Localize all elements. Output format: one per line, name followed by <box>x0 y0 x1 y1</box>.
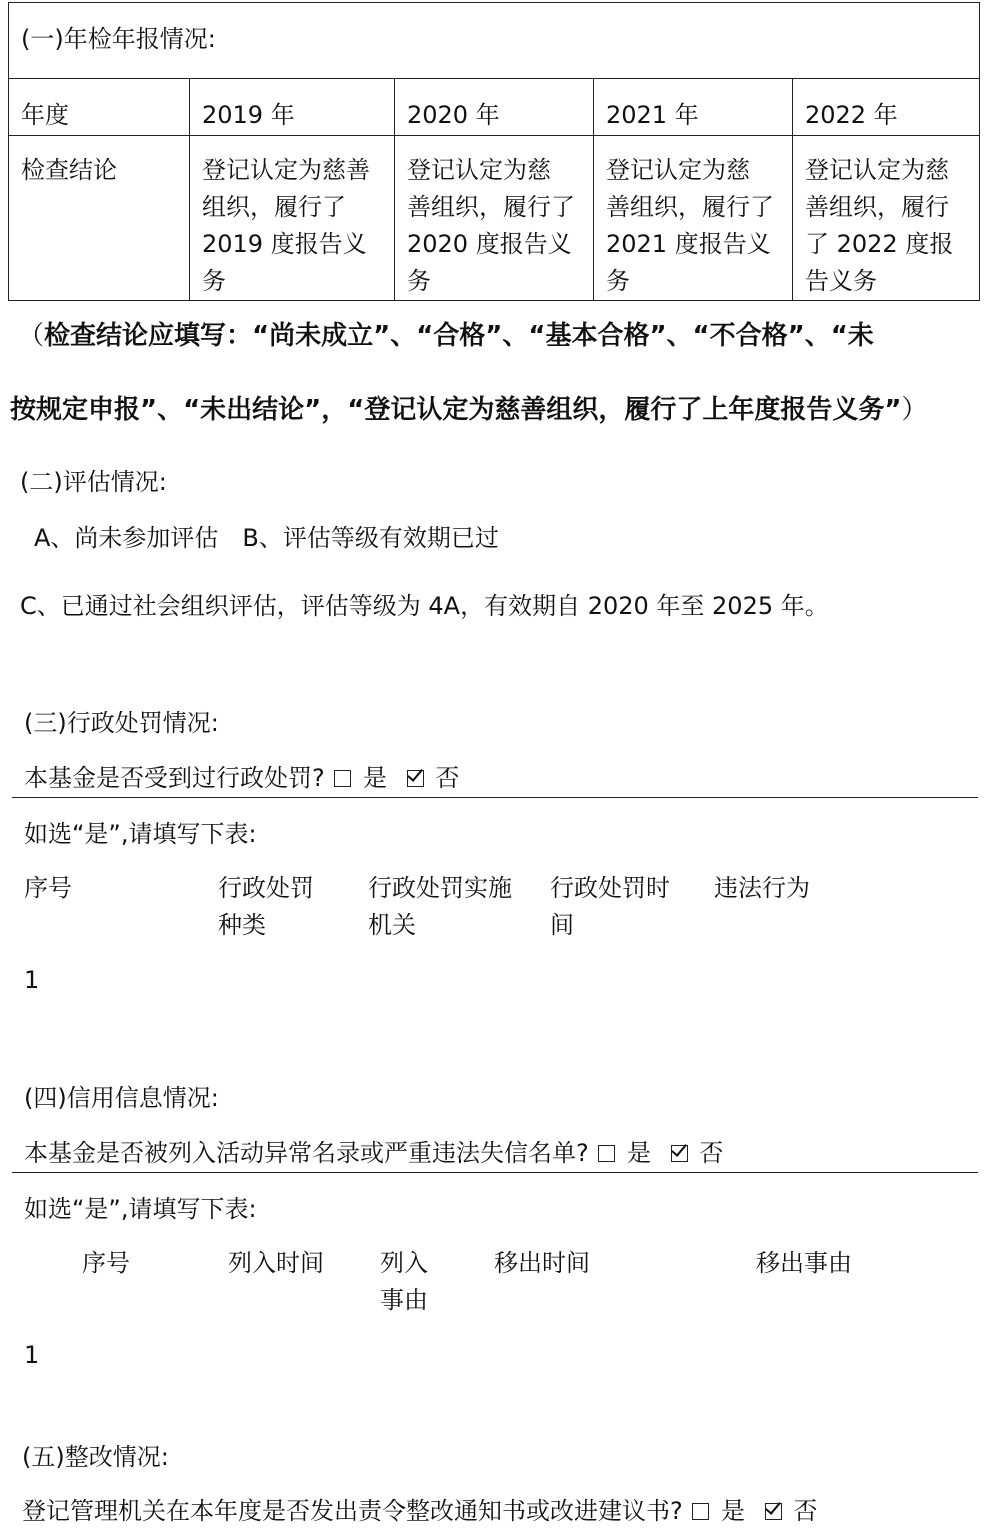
credit-col-listed-time <box>228 1245 324 1282</box>
penalty-yes-label: 是 <box>363 764 388 792</box>
col-header-text: 机关 <box>368 911 416 939</box>
credit-question-line <box>24 1135 723 1172</box>
section-3-title: (三)行政处罚情况: <box>24 709 219 737</box>
col-header-text: 种类 <box>218 911 266 939</box>
result-line: 善组织，履行了 <box>407 193 575 221</box>
divider <box>12 1172 978 1173</box>
credit-col-index <box>82 1245 130 1282</box>
penalty-question: 本基金是否受到过行政处罚? <box>24 764 325 792</box>
col-header-text: 行政处罚时 <box>550 874 670 902</box>
evaluation-options-ab: A、尚未参加评估 B、评估等级有效期已过 <box>34 524 499 552</box>
result-line: 登记认定为慈 <box>805 156 949 184</box>
penalty-question-line <box>24 760 459 797</box>
result-cell <box>594 136 793 301</box>
col-header-text: 移出事由 <box>756 1249 852 1277</box>
col-header-text: 序号 <box>82 1249 130 1277</box>
credit-col-listed-reason <box>380 1245 428 1319</box>
result-line: 2021 度报告义 <box>606 230 771 258</box>
rectification-no-checkbox[interactable] <box>765 1503 782 1520</box>
col-header-text: 间 <box>550 911 574 939</box>
credit-row-index: 1 <box>24 1341 40 1369</box>
result-line: 务 <box>606 267 630 295</box>
result-cell <box>395 136 594 301</box>
year-cell: 2019 年 <box>190 79 395 136</box>
note-open-paren: （ <box>18 321 45 351</box>
rectification-no-label: 否 <box>793 1497 818 1525</box>
col-header-text: 事由 <box>380 1286 428 1314</box>
year-cell: 2022 年 <box>793 79 980 136</box>
evaluation-option-c: C、已通过社会组织评估，评估等级为 4A，有效期自 2020 年至 2025 年。 <box>20 592 829 620</box>
year-row-label: 年度 <box>9 79 190 136</box>
result-cell <box>190 136 395 301</box>
result-line: 务 <box>202 267 226 295</box>
col-header-text: 行政处罚实施 <box>368 874 512 902</box>
rectification-yes-checkbox[interactable] <box>692 1503 709 1520</box>
penalty-fill-hint: 如选“是”,请填写下表: <box>24 820 257 848</box>
credit-yes-label: 是 <box>627 1139 652 1167</box>
col-header-text: 列入 <box>380 1249 428 1277</box>
fill-instruction-line-2 <box>10 392 927 429</box>
penalty-col-authority <box>368 870 512 944</box>
col-header-text: 列入时间 <box>228 1249 324 1277</box>
year-cell: 2020 年 <box>395 79 594 136</box>
credit-question: 本基金是否被列入活动异常名录或严重违法失信名单? <box>24 1139 589 1167</box>
result-line: 登记认定为慈 <box>606 156 750 184</box>
annual-inspection-table <box>8 2 980 301</box>
divider <box>12 797 978 798</box>
credit-yes-checkbox[interactable] <box>598 1145 615 1162</box>
result-line: 2020 度报告义 <box>407 230 572 258</box>
section-4-title: (四)信用信息情况: <box>24 1084 219 1112</box>
result-line: 务 <box>407 267 431 295</box>
result-line: 善组织，履行了 <box>606 193 774 221</box>
col-header-text: 移出时间 <box>494 1249 590 1277</box>
result-line: 了 2022 度报 <box>805 230 954 258</box>
penalty-no-label: 否 <box>435 764 460 792</box>
note-text-1: 检查结论应填写：“尚未成立”、“合格”、“基本合格”、“不合格”、“未 <box>44 321 874 351</box>
credit-fill-hint: 如选“是”,请填写下表: <box>24 1195 257 1223</box>
rectification-question-line <box>22 1493 817 1530</box>
section-5-title: (五)整改情况: <box>22 1443 169 1471</box>
rectification-question: 登记管理机关在本年度是否发出责令整改通知书或改进建议书? <box>22 1497 683 1525</box>
penalty-col-index <box>24 870 72 907</box>
col-header-text: 行政处罚 <box>218 874 314 902</box>
section-1-title: (一)年检年报情况: <box>9 3 980 79</box>
result-line: 登记认定为慈 <box>407 156 551 184</box>
section-2-title: (二)评估情况: <box>20 468 167 496</box>
col-header-text: 违法行为 <box>714 874 810 902</box>
fill-instruction-line-1 <box>18 318 874 355</box>
result-line: 登记认定为慈善 <box>202 156 370 184</box>
result-line: 组织，履行了 <box>202 193 346 221</box>
note-close-paren: ） <box>901 395 928 425</box>
rectification-yes-label: 是 <box>721 1497 746 1525</box>
penalty-no-checkbox[interactable] <box>407 770 424 787</box>
penalty-col-type <box>218 870 314 944</box>
credit-no-checkbox[interactable] <box>671 1145 688 1162</box>
penalty-col-violation <box>714 870 810 907</box>
result-line: 告义务 <box>805 267 877 295</box>
penalty-col-time <box>550 870 670 944</box>
result-line: 2019 度报告义 <box>202 230 367 258</box>
credit-no-label: 否 <box>699 1139 724 1167</box>
col-header-text: 序号 <box>24 874 72 902</box>
credit-col-removed-time <box>494 1245 590 1282</box>
penalty-yes-checkbox[interactable] <box>334 770 351 787</box>
result-line: 善组织，履行 <box>805 193 949 221</box>
note-text-2: 按规定申报”、“未出结论”，“登记认定为慈善组织，履行了上年度报告义务” <box>10 395 902 425</box>
credit-col-removed-reason <box>756 1245 852 1282</box>
year-cell: 2021 年 <box>594 79 793 136</box>
penalty-row-index: 1 <box>24 966 40 994</box>
result-cell <box>793 136 980 301</box>
result-row-label: 检查结论 <box>9 136 190 301</box>
